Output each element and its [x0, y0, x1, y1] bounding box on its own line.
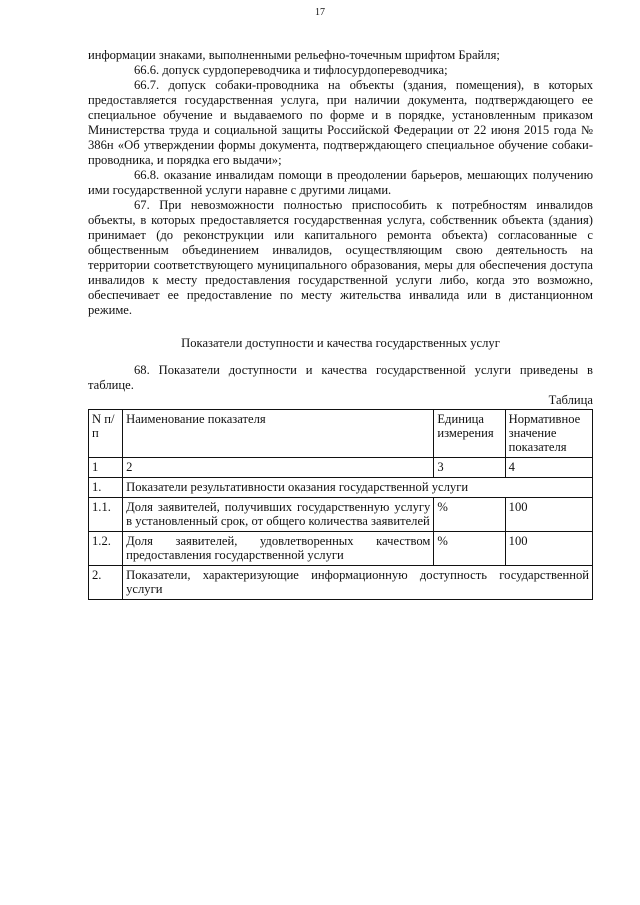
- row-unit: %: [434, 498, 505, 532]
- header-unit: Единица измерения: [434, 410, 505, 458]
- row-norm: 100: [505, 498, 592, 532]
- section-title: Показатели доступности и качества государственных услуг: [181, 336, 500, 350]
- document-body: [88, 48, 593, 600]
- indicators-table: [88, 409, 593, 600]
- row-name: Доля заявителей, удовлетворенных качеством предоставления государственной услуги: [123, 532, 434, 566]
- row-num: 2.: [89, 566, 123, 600]
- paragraph-67: 67. При невозможности полностью приспособить к потребностям инвалидов объекты, в которых предоставляется государственная услуга, собственник объекта (здания) принимает (до реконструкции или капитального ремонта объекта) согласованные с общественным объединением инвалидов, осуществляющим свою деятельность на территории соответствующего муниципального образования, меры для обеспечения доступа инвалидов к месту предоставления государственной услуги либо, когда это возможно, обеспечивает ее предоставление по месту жительства инвалида или в дистанционном режиме.: [88, 198, 593, 317]
- table-row: [89, 566, 593, 600]
- table-row: [89, 532, 593, 566]
- paragraph-66-7: 66.7. допуск собаки-проводника на объекты (здания, помещения), в которых предоставляется государственная услуга, при наличии документа, подтверждающего ее специальное обучение и выдаваемого по форме и в порядке, установленным приказом Министерства труда и социальной защиты Российской Федерации от 22 июня 2015 года № 386н «Об утверждении формы документа, подтверждающего специальное обучение собаки-проводника, и порядка его выдачи»;: [88, 78, 593, 167]
- paragraph-68: 68. Показатели доступности и качества государственной услуги приведены в таблице.: [88, 363, 593, 392]
- row-num: 1.2.: [89, 532, 123, 566]
- row-unit: %: [434, 532, 505, 566]
- col-number-1: 1: [89, 458, 123, 478]
- paragraph-66-8: 66.8. оказание инвалидам помощи в преодолении барьеров, мешающих получению ими государственной услуги наравне с другими лицами.: [88, 168, 593, 197]
- header-norm: Нормативное значение показателя: [505, 410, 592, 458]
- col-number-3: 3: [434, 458, 505, 478]
- row-group-title: Показатели результативности оказания государственной услуги: [123, 478, 593, 498]
- row-num: 1.1.: [89, 498, 123, 532]
- table-col-numbers-row: [89, 458, 593, 478]
- header-name: Наименование показателя: [123, 410, 434, 458]
- row-num: 1.: [89, 478, 123, 498]
- table-row: [89, 478, 593, 498]
- row-group-title: Показатели, характеризующие информационную доступность государственной услуги: [123, 566, 593, 600]
- table-label: Таблица: [548, 393, 593, 407]
- col-number-2: 2: [123, 458, 434, 478]
- page-number: 17: [315, 7, 325, 18]
- paragraph-braille: информации знаками, выполненными рельефно-точечным шрифтом Брайля;: [88, 48, 500, 62]
- table-header-row: [89, 410, 593, 458]
- header-num: N п/п: [89, 410, 123, 458]
- row-norm: 100: [505, 532, 592, 566]
- paragraph-66-6: 66.6. допуск сурдопереводчика и тифлосурдопереводчика;: [134, 63, 448, 77]
- table-row: [89, 498, 593, 532]
- row-name: Доля заявителей, получивших государственную услугу в установленный срок, от общего количества заявителей: [123, 498, 434, 532]
- col-number-4: 4: [505, 458, 592, 478]
